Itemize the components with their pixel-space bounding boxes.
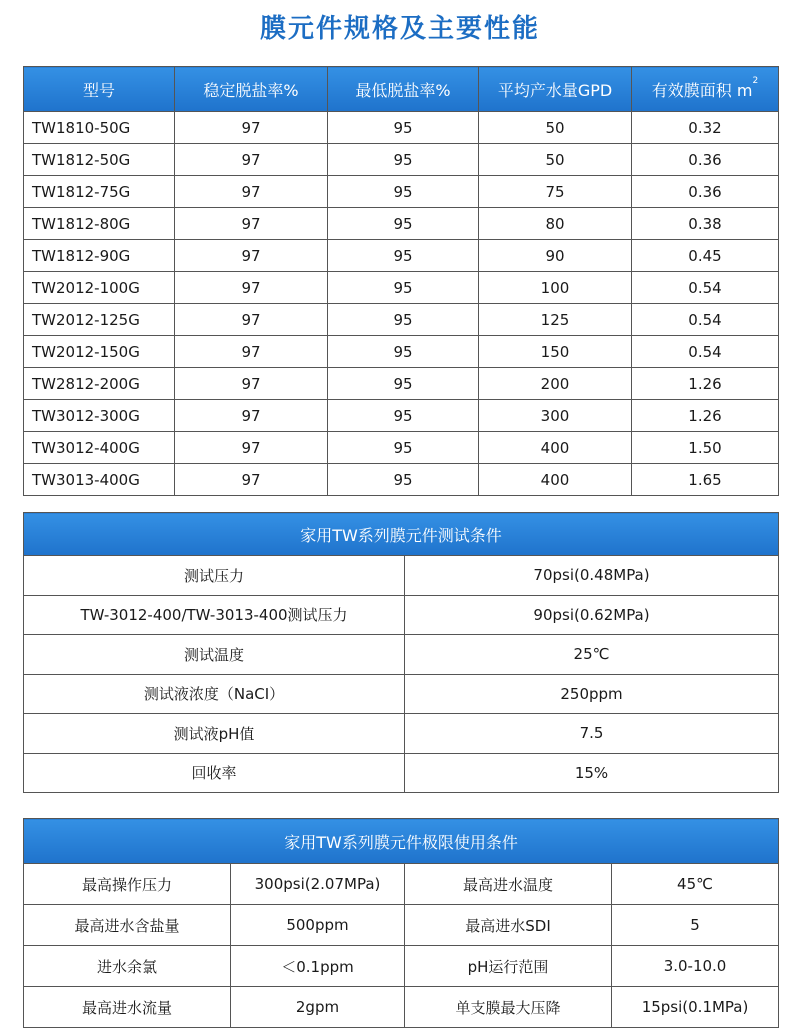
table-row <box>24 176 779 208</box>
table-cell: 最高进水含盐量 <box>24 905 231 946</box>
table-row <box>24 368 779 400</box>
table-cell: 200 <box>479 368 632 400</box>
table-cell: TW2012-125G <box>24 304 175 336</box>
table-cell: 97 <box>175 272 328 304</box>
table-cell: TW1812-75G <box>24 176 175 208</box>
table-cell: 最高进水温度 <box>405 864 612 905</box>
table-cell: 400 <box>479 432 632 464</box>
test-table-title: 家用TW系列膜元件测试条件 <box>24 513 779 556</box>
table-cell: 97 <box>175 400 328 432</box>
table-row <box>24 272 779 304</box>
table-cell: TW1812-80G <box>24 208 175 240</box>
table-cell: 5 <box>612 905 779 946</box>
table-cell: 97 <box>175 464 328 496</box>
test-table-body <box>24 556 779 793</box>
table-row <box>24 432 779 464</box>
table-row <box>24 864 779 905</box>
table-row <box>24 946 779 987</box>
spec-table <box>23 66 779 496</box>
limit-table-title: 家用TW系列膜元件极限使用条件 <box>24 819 779 864</box>
table-cell: 2gpm <box>231 987 405 1028</box>
table-row <box>24 400 779 432</box>
table-cell: TW2012-100G <box>24 272 175 304</box>
table-cell: TW2812-200G <box>24 368 175 400</box>
table-cell: pH运行范围 <box>405 946 612 987</box>
table-cell: 97 <box>175 432 328 464</box>
table-cell: 400 <box>479 464 632 496</box>
superscript-two: 2 <box>752 75 759 86</box>
table-cell: TW-3012-400/TW-3013-400测试压力 <box>24 595 405 635</box>
table-cell: ＜0.1ppm <box>231 946 405 987</box>
table-cell: TW3013-400G <box>24 464 175 496</box>
table-cell: 97 <box>175 144 328 176</box>
table-cell: TW1812-50G <box>24 144 175 176</box>
spec-table-body <box>24 112 779 496</box>
table-cell: 95 <box>328 336 479 368</box>
table-cell: 95 <box>328 112 479 144</box>
table-cell: 500ppm <box>231 905 405 946</box>
table-cell: 0.54 <box>632 272 779 304</box>
limit-table-body <box>24 864 779 1028</box>
limit-header-row <box>24 819 779 864</box>
table-cell: 回收率 <box>24 753 405 793</box>
table-cell: 0.36 <box>632 176 779 208</box>
table-cell: 0.54 <box>632 336 779 368</box>
table-cell: 45℃ <box>612 864 779 905</box>
table-row <box>24 112 779 144</box>
table-cell: 95 <box>328 368 479 400</box>
page-title: 膜元件规格及主要性能 <box>259 14 540 44</box>
spec-header-row <box>24 67 779 112</box>
table-cell: 95 <box>328 432 479 464</box>
table-cell: 97 <box>175 336 328 368</box>
table-row <box>24 595 779 635</box>
table-row <box>24 987 779 1028</box>
table-row <box>24 635 779 675</box>
test-conditions-table <box>23 512 779 793</box>
header-model: 型号 <box>24 67 175 112</box>
table-cell: 95 <box>328 208 479 240</box>
membrane-area-label: 有效膜面积 m <box>651 80 753 100</box>
table-row <box>24 556 779 596</box>
table-row <box>24 208 779 240</box>
header-avg-flow: 平均产水量GPD <box>479 67 632 112</box>
table-row <box>24 304 779 336</box>
table-cell: 0.32 <box>632 112 779 144</box>
table-cell: 95 <box>328 464 479 496</box>
table-cell: 95 <box>328 272 479 304</box>
table-row <box>24 144 779 176</box>
limit-conditions-table <box>23 818 779 1028</box>
table-cell: TW3012-400G <box>24 432 175 464</box>
table-cell: 最高进水流量 <box>24 987 231 1028</box>
table-cell: 300psi(2.07MPa) <box>231 864 405 905</box>
table-cell: 进水余氯 <box>24 946 231 987</box>
table-cell: 250ppm <box>405 674 779 714</box>
table-cell: 300 <box>479 400 632 432</box>
table-cell: 97 <box>175 240 328 272</box>
table-cell: 15psi(0.1MPa) <box>612 987 779 1028</box>
table-cell: 97 <box>175 176 328 208</box>
table-cell: 1.26 <box>632 400 779 432</box>
table-cell: 80 <box>479 208 632 240</box>
table-cell: TW1810-50G <box>24 112 175 144</box>
table-cell: 单支膜最大压降 <box>405 987 612 1028</box>
table-cell: 0.36 <box>632 144 779 176</box>
table-row <box>24 674 779 714</box>
table-cell: 1.65 <box>632 464 779 496</box>
table-cell: TW2012-150G <box>24 336 175 368</box>
table-cell: 95 <box>328 304 479 336</box>
table-cell: 50 <box>479 112 632 144</box>
table-cell: 3.0-10.0 <box>612 946 779 987</box>
table-cell: 150 <box>479 336 632 368</box>
table-cell: TW1812-90G <box>24 240 175 272</box>
table-cell: 90 <box>479 240 632 272</box>
table-row <box>24 240 779 272</box>
table-cell: 测试压力 <box>24 556 405 596</box>
table-cell: 25℃ <box>405 635 779 675</box>
table-cell: 97 <box>175 112 328 144</box>
header-membrane-area <box>632 67 779 112</box>
header-min-rejection: 最低脱盐率% <box>328 67 479 112</box>
table-cell: 50 <box>479 144 632 176</box>
table-row <box>24 336 779 368</box>
table-cell: 测试液浓度（NaCI） <box>24 674 405 714</box>
table-cell: 0.45 <box>632 240 779 272</box>
table-cell: TW3012-300G <box>24 400 175 432</box>
table-cell: 测试液pH值 <box>24 714 405 754</box>
table-row <box>24 464 779 496</box>
table-cell: 1.26 <box>632 368 779 400</box>
table-cell: 125 <box>479 304 632 336</box>
header-stable-rejection: 稳定脱盐率% <box>175 67 328 112</box>
table-cell: 15% <box>405 753 779 793</box>
table-cell: 0.54 <box>632 304 779 336</box>
table-cell: 97 <box>175 368 328 400</box>
table-cell: 75 <box>479 176 632 208</box>
table-cell: 95 <box>328 176 479 208</box>
table-row <box>24 753 779 793</box>
table-cell: 95 <box>328 400 479 432</box>
table-cell: 95 <box>328 240 479 272</box>
table-cell: 100 <box>479 272 632 304</box>
table-cell: 测试温度 <box>24 635 405 675</box>
table-cell: 1.50 <box>632 432 779 464</box>
table-cell: 97 <box>175 208 328 240</box>
table-cell: 70psi(0.48MPa) <box>405 556 779 596</box>
table-row <box>24 714 779 754</box>
table-row <box>24 905 779 946</box>
table-cell: 90psi(0.62MPa) <box>405 595 779 635</box>
table-cell: 7.5 <box>405 714 779 754</box>
table-cell: 97 <box>175 304 328 336</box>
test-header-row <box>24 513 779 556</box>
table-cell: 最高进水SDI <box>405 905 612 946</box>
table-cell: 95 <box>328 144 479 176</box>
table-cell: 0.38 <box>632 208 779 240</box>
table-cell: 最高操作压力 <box>24 864 231 905</box>
